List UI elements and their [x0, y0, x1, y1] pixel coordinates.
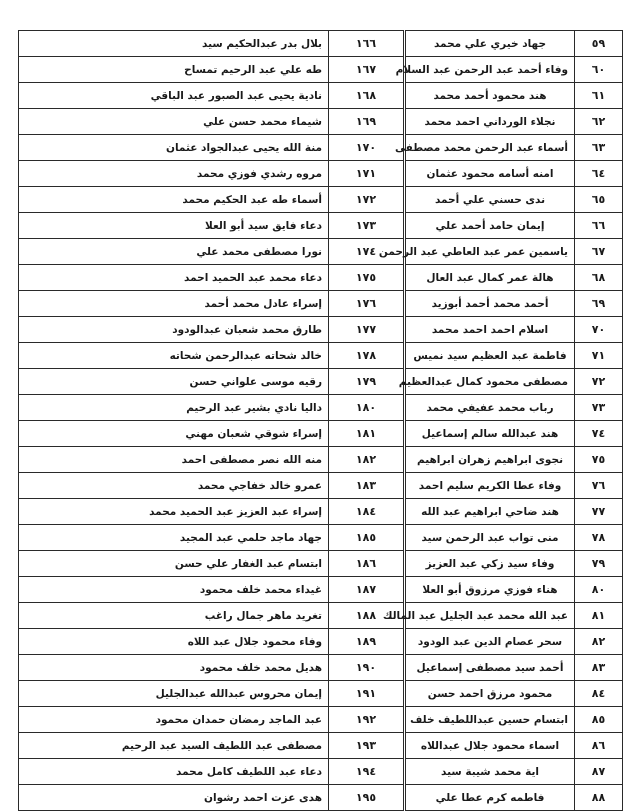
- right-number-cell: ٧٣: [575, 395, 623, 421]
- right-name-cell: سحر عصام الدين عبد الودود: [405, 629, 575, 655]
- left-number-cell: ١٧٤: [329, 239, 405, 265]
- left-number-cell: ١٧٧: [329, 317, 405, 343]
- left-number-cell: ١٨٧: [329, 577, 405, 603]
- left-number-cell: ١٧٢: [329, 187, 405, 213]
- left-number-cell: ١٧٨: [329, 343, 405, 369]
- left-name-cell: أسماء طه عبد الحكيم محمد: [19, 187, 329, 213]
- table-row: [19, 473, 623, 499]
- table-row: [19, 551, 623, 577]
- right-name-cell: منى تواب عبد الرحمن سيد: [405, 525, 575, 551]
- left-number-cell: ١٦٩: [329, 109, 405, 135]
- right-name-cell: اسماء محمود جلال عبداللاه: [405, 733, 575, 759]
- left-name-cell: بلال بدر عبدالحكيم سيد: [19, 31, 329, 57]
- right-name-cell: وفاء سيد زكي عبد العزيز: [405, 551, 575, 577]
- right-name-cell: أحمد سيد مصطفى إسماعيل: [405, 655, 575, 681]
- left-number-cell: ١٨٣: [329, 473, 405, 499]
- table-row: [19, 265, 623, 291]
- left-name-cell: ابتسام عبد الغفار علي حسن: [19, 551, 329, 577]
- right-number-cell: ٦٢: [575, 109, 623, 135]
- right-name-cell: فاطمة عبد العظيم سيد نميس: [405, 343, 575, 369]
- right-name-cell: ندى حسني علي أحمد: [405, 187, 575, 213]
- table-row: [19, 785, 623, 811]
- right-name-cell: وفاء أحمد عبد الرحمن عبد السلام: [405, 57, 575, 83]
- left-number-cell: ١٨٤: [329, 499, 405, 525]
- left-name-cell: تغريد ماهر جمال راغب: [19, 603, 329, 629]
- left-number-cell: ١٦٧: [329, 57, 405, 83]
- table-row: [19, 577, 623, 603]
- left-number-cell: ١٧٦: [329, 291, 405, 317]
- left-name-cell: دعاء محمد عبد الحميد احمد: [19, 265, 329, 291]
- right-number-cell: ٧٦: [575, 473, 623, 499]
- right-number-cell: ٦٥: [575, 187, 623, 213]
- left-name-cell: دعاء فايق سيد أبو العلا: [19, 213, 329, 239]
- right-name-cell: محمود مرزق احمد حسن: [405, 681, 575, 707]
- right-name-cell: هند عبدالله سالم إسماعيل: [405, 421, 575, 447]
- right-number-cell: ٧١: [575, 343, 623, 369]
- left-number-cell: ١٩٥: [329, 785, 405, 811]
- right-number-cell: ٦٦: [575, 213, 623, 239]
- right-name-cell: أسماء عبد الرحمن محمد مصطفى: [405, 135, 575, 161]
- left-number-cell: ١٩٤: [329, 759, 405, 785]
- right-number-cell: ٧٠: [575, 317, 623, 343]
- left-number-cell: ١٧٣: [329, 213, 405, 239]
- left-number-cell: ١٧١: [329, 161, 405, 187]
- table-row: [19, 629, 623, 655]
- left-name-cell: نورا مصطفى محمد علي: [19, 239, 329, 265]
- left-name-cell: دعاء عبد اللطيف كامل محمد: [19, 759, 329, 785]
- table-row: [19, 83, 623, 109]
- table-row: [19, 343, 623, 369]
- right-number-cell: ٦٣: [575, 135, 623, 161]
- right-name-cell: اسلام احمد احمد محمد: [405, 317, 575, 343]
- left-number-cell: ١٦٨: [329, 83, 405, 109]
- left-name-cell: إسراء عبد العزيز عبد الحميد محمد: [19, 499, 329, 525]
- right-number-cell: ٧٩: [575, 551, 623, 577]
- left-name-cell: منه الله نصر مصطفى احمد: [19, 447, 329, 473]
- table-row: [19, 291, 623, 317]
- right-name-cell: هند ضاحي ابراهيم عبد الله: [405, 499, 575, 525]
- right-number-cell: ٦٩: [575, 291, 623, 317]
- table-row: [19, 525, 623, 551]
- right-name-cell: فاطمه كرم عطا علي: [405, 785, 575, 811]
- right-number-cell: ٨٦: [575, 733, 623, 759]
- left-number-cell: ١٧٩: [329, 369, 405, 395]
- left-name-cell: عمرو خالد خفاجي محمد: [19, 473, 329, 499]
- right-number-cell: ٧٨: [575, 525, 623, 551]
- left-name-cell: شيماء محمد حسن علي: [19, 109, 329, 135]
- right-name-cell: مصطفى محمود كمال عبدالعظيم: [405, 369, 575, 395]
- right-number-cell: ٧٧: [575, 499, 623, 525]
- right-name-cell: امنه أسامه محمود عثمان: [405, 161, 575, 187]
- table-row: [19, 135, 623, 161]
- left-number-cell: ١٨٢: [329, 447, 405, 473]
- right-number-cell: ٨٤: [575, 681, 623, 707]
- left-name-cell: هدى عزت احمد رشوان: [19, 785, 329, 811]
- left-name-cell: غيداء محمد خلف محمود: [19, 577, 329, 603]
- names-table-body: [19, 31, 623, 811]
- left-number-cell: ١٦٦: [329, 31, 405, 57]
- table-row: [19, 161, 623, 187]
- right-number-cell: ٦١: [575, 83, 623, 109]
- right-number-cell: ٨٢: [575, 629, 623, 655]
- left-number-cell: ١٧٥: [329, 265, 405, 291]
- left-number-cell: ١٨٩: [329, 629, 405, 655]
- right-number-cell: ٧٤: [575, 421, 623, 447]
- table-row: [19, 655, 623, 681]
- left-name-cell: جهاد ماجد حلمي عبد المجيد: [19, 525, 329, 551]
- table-row: [19, 239, 623, 265]
- table-row: [19, 109, 623, 135]
- table-row: [19, 57, 623, 83]
- left-number-cell: ١٨٦: [329, 551, 405, 577]
- left-name-cell: خالد شحاته عبدالرحمن شحاته: [19, 343, 329, 369]
- right-name-cell: إيمان حامد أحمد علي: [405, 213, 575, 239]
- right-number-cell: ٨١: [575, 603, 623, 629]
- left-name-cell: إيمان محروس عبدالله عبدالجليل: [19, 681, 329, 707]
- table-row: [19, 421, 623, 447]
- right-number-cell: ٦٨: [575, 265, 623, 291]
- right-name-cell: اية محمد شيبة سيد: [405, 759, 575, 785]
- right-number-cell: ٦٠: [575, 57, 623, 83]
- left-number-cell: ١٧٠: [329, 135, 405, 161]
- table-row: [19, 213, 623, 239]
- right-number-cell: ٧٢: [575, 369, 623, 395]
- left-number-cell: ١٨٥: [329, 525, 405, 551]
- right-name-cell: نجوى ابراهيم زهران ابراهيم: [405, 447, 575, 473]
- left-name-cell: وفاء محمود جلال عبد اللاه: [19, 629, 329, 655]
- left-number-cell: ١٩٠: [329, 655, 405, 681]
- table-row: [19, 759, 623, 785]
- right-name-cell: عبد الله محمد عبد الجليل عبد المالك: [405, 603, 575, 629]
- right-number-cell: ٨٧: [575, 759, 623, 785]
- left-number-cell: ١٩٢: [329, 707, 405, 733]
- left-name-cell: مروه رشدي فوزي محمد: [19, 161, 329, 187]
- table-row: [19, 187, 623, 213]
- right-name-cell: هالة عمر كمال عبد العال: [405, 265, 575, 291]
- left-name-cell: داليا نادي بشير عبد الرحيم: [19, 395, 329, 421]
- left-name-cell: إسراء شوقي شعبان مهني: [19, 421, 329, 447]
- left-name-cell: منة الله يحيى عبدالجواد عثمان: [19, 135, 329, 161]
- table-row: [19, 317, 623, 343]
- left-number-cell: ١٩٣: [329, 733, 405, 759]
- table-row: [19, 603, 623, 629]
- table-row: [19, 499, 623, 525]
- right-name-cell: هناء فوزي مرزوق أبو العلا: [405, 577, 575, 603]
- left-name-cell: نادية يحيى عبد الصبور عبد الباقي: [19, 83, 329, 109]
- right-number-cell: ٦٧: [575, 239, 623, 265]
- right-number-cell: ٨٨: [575, 785, 623, 811]
- left-name-cell: مصطفى عبد اللطيف السيد عبد الرحيم: [19, 733, 329, 759]
- right-name-cell: وفاء عطا الكريم سليم احمد: [405, 473, 575, 499]
- right-number-cell: ٦٤: [575, 161, 623, 187]
- table-row: [19, 707, 623, 733]
- right-number-cell: ٥٩: [575, 31, 623, 57]
- left-name-cell: رقيه موسى علواني حسن: [19, 369, 329, 395]
- right-name-cell: ياسمين عمر عبد العاطي عبد الرحمن: [405, 239, 575, 265]
- table-row: [19, 733, 623, 759]
- names-table: [18, 30, 623, 811]
- left-name-cell: طارق محمد شعبان عبدالودود: [19, 317, 329, 343]
- right-name-cell: رباب محمد عفيفي محمد: [405, 395, 575, 421]
- left-name-cell: هديل محمد خلف محمود: [19, 655, 329, 681]
- left-number-cell: ١٨٠: [329, 395, 405, 421]
- table-row: [19, 395, 623, 421]
- left-number-cell: ١٩١: [329, 681, 405, 707]
- table-row: [19, 369, 623, 395]
- table-row: [19, 447, 623, 473]
- left-number-cell: ١٨١: [329, 421, 405, 447]
- right-number-cell: ٧٥: [575, 447, 623, 473]
- right-name-cell: نجلاء الورداني احمد محمد: [405, 109, 575, 135]
- left-number-cell: ١٨٨: [329, 603, 405, 629]
- right-name-cell: جهاد خيري علي محمد: [405, 31, 575, 57]
- right-name-cell: هند محمود أحمد محمد: [405, 83, 575, 109]
- right-name-cell: ابتسام حسين عبداللطيف خلف: [405, 707, 575, 733]
- right-number-cell: ٨٣: [575, 655, 623, 681]
- right-name-cell: أحمد محمد أحمد أبوزيد: [405, 291, 575, 317]
- table-row: [19, 31, 623, 57]
- left-name-cell: عبد الماجد رمضان حمدان محمود: [19, 707, 329, 733]
- left-name-cell: إسراء عادل محمد أحمد: [19, 291, 329, 317]
- right-number-cell: ٨٥: [575, 707, 623, 733]
- table-row: [19, 681, 623, 707]
- right-number-cell: ٨٠: [575, 577, 623, 603]
- left-name-cell: طه علي عبد الرحيم تمساح: [19, 57, 329, 83]
